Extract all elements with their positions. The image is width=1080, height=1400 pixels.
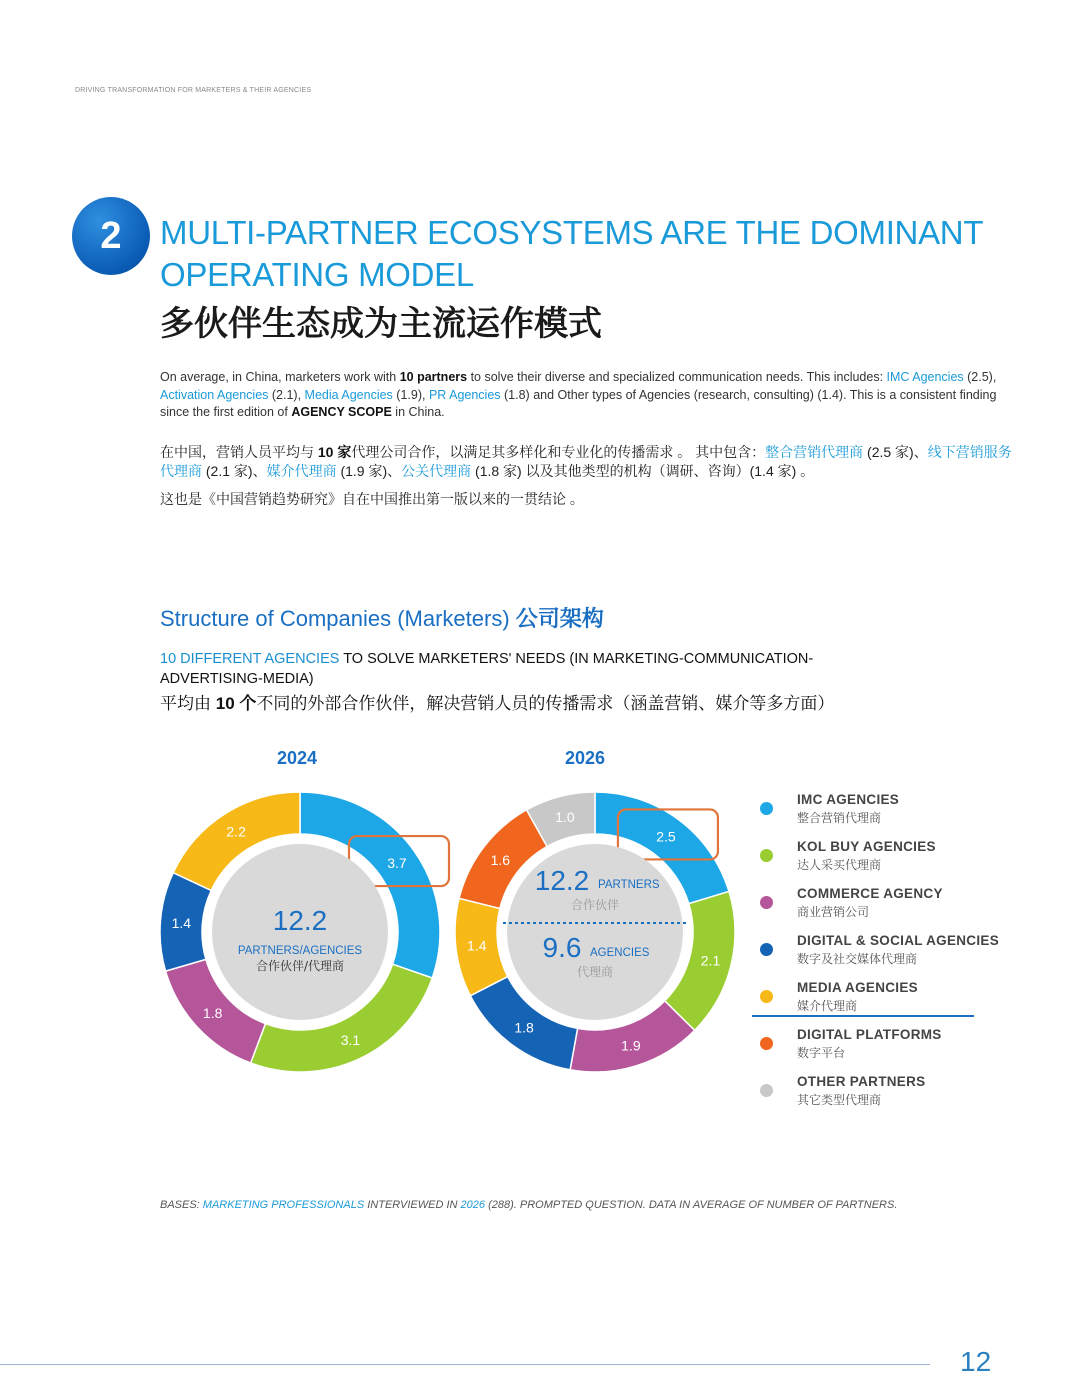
legend-label-zh: 数字平台 <box>797 1046 846 1060</box>
structure-title: Structure of Companies (Marketers) 公司架构 <box>160 606 604 631</box>
slice-value-label: 1.0 <box>555 808 575 825</box>
legend-divider <box>752 1015 974 1017</box>
legend-dot-media <box>760 990 773 1003</box>
center-label-zh: 合作伙伴 <box>570 898 620 912</box>
structure-subtitle-en: 10 DIFFERENT AGENCIES TO SOLVE MARKETERS' NEEDS (IN MARKETING-COMMUNICATION-ADVERTISING-MEDIA) <box>160 651 814 687</box>
legend-label-zh: 其它类型代理商 <box>797 1093 882 1107</box>
section-title-zh: 多伙伴生态成为主流运作模式 <box>160 305 602 343</box>
legend-dot-kol <box>760 849 773 862</box>
legend-label-en: DIGITAL PLATFORMS <box>797 1027 942 1042</box>
legend-label-zh: 数字及社交媒体代理商 <box>797 952 918 966</box>
section-title-en: MULTI-PARTNER ECOSYSTEMS ARE THE DOMINANT OPERATING MODEL <box>160 214 983 293</box>
legend-dot-digital-social <box>760 943 773 956</box>
legend-dot-other <box>760 1084 773 1097</box>
chart-legend <box>760 790 1040 1119</box>
slice-value-label: 1.4 <box>171 914 192 931</box>
donut-2026 <box>455 792 735 1072</box>
legend-item-commerce <box>760 884 1040 931</box>
center-label-2-en: AGENCIES <box>590 947 650 959</box>
legend-item-kol <box>760 837 1040 884</box>
slice-value-label: 2.5 <box>656 828 676 845</box>
center-label-en: PARTNERS <box>598 879 660 891</box>
legend-item-digital-social <box>760 931 1040 978</box>
slice-value-label: 1.8 <box>202 1004 223 1021</box>
bases-footnote: BASES: MARKETING PROFESSIONALS INTERVIEWED IN 2026 (288). PROMPTED QUESTION. DATA IN AVERAGE OF NUMBER OF PARTNERS. <box>160 1199 898 1211</box>
center-label-en: PARTNERS/AGENCIES <box>237 945 363 957</box>
legend-label-en: KOL BUY AGENCIES <box>797 839 936 854</box>
intro-zh-line2: 这也是《中国营销趋势研究》自在中国推出第一版以来的一贯结论 。 <box>160 491 584 507</box>
legend-item-imc <box>760 790 1040 837</box>
slice-value-label: 1.8 <box>514 1019 534 1036</box>
legend-dot-digital-platforms <box>760 1037 773 1050</box>
page-number: 12 <box>960 1346 992 1377</box>
legend-label-zh: 商业营销公司 <box>797 905 870 919</box>
legend-label-en: OTHER PARTNERS <box>797 1074 926 1089</box>
legend-item-media <box>760 978 1040 1025</box>
header-tag: DRIVING TRANSFORMATION FOR MARKETERS & THEIR AGENCIES <box>75 87 312 94</box>
structure-subtitle-zh: 平均由 10 个不同的外部合作伙伴，解决营销人员的传播需求（涵盖营销、媒介等多方面） <box>160 694 835 713</box>
center-value-2: 9.6 <box>542 932 582 963</box>
legend-label-zh: 整合营销代理商 <box>797 811 882 825</box>
slice-value-label: 2.2 <box>226 823 246 840</box>
legend-dot-imc <box>760 802 773 815</box>
legend-label-en: IMC AGENCIES <box>797 792 900 807</box>
slice-value-label: 1.4 <box>467 937 487 954</box>
slice-value-label: 3.1 <box>340 1031 361 1048</box>
legend-label-en: MEDIA AGENCIES <box>797 980 918 995</box>
chart-title-2024: 2024 <box>277 748 318 768</box>
legend-label-zh: 达人采买代理商 <box>797 858 882 872</box>
donut-2024 <box>160 792 449 1072</box>
center-label-2-zh: 代理商 <box>576 965 614 979</box>
section-number-badge: 2 <box>72 197 150 275</box>
slice-value-label: 2.1 <box>700 952 721 969</box>
donut-center <box>507 844 683 1020</box>
intro-paragraph-zh: 在中国，营销人员平均与 10 家代理公司合作，以满足其多样化和专业化的传播需求 。 其中包含：整合营销代理商 (2.5 家)、线下营销服务代理商 (2.1 家)、媒介代理商 (1.9 家)、公关代理商 (1.8 家) 以及其他类型的机构（调研、咨询）(1.4 家) 。 这也是《中国营销趋势研究》自在中国推出第一版以来的一贯结论 。 <box>160 443 1015 509</box>
legend-dot-commerce <box>760 896 773 909</box>
chart-title-2026: 2026 <box>565 748 606 768</box>
center-label-zh: 合作伙伴/代理商 <box>255 959 345 973</box>
slice-value-label: 3.7 <box>387 855 407 872</box>
legend-label-zh: 媒介代理商 <box>797 999 858 1013</box>
legend-item-digital-platforms <box>760 1025 1040 1072</box>
footer-divider <box>0 1364 930 1365</box>
slice-value-label: 1.9 <box>621 1037 641 1054</box>
center-value: 12.2 <box>534 865 590 896</box>
legend-label-en: COMMERCE AGENCY <box>797 886 943 901</box>
donut-charts <box>150 780 750 1090</box>
slice-value-label: 1.6 <box>490 851 511 868</box>
legend-item-other <box>760 1072 1040 1119</box>
center-value: 12.2 <box>272 905 328 936</box>
intro-paragraph-en: On average, in China, marketers work with 10 partners to solve their diverse and specialized communication needs. This includes: IMC Agencies (2.5), Activation Agencies (2.1), Media Agencies (1.9), PR Agencies (1.8) and Other types of Agencies (research, consulting) (1.4). This is a consistent finding since the first edition of AGENCY SCOPE in China. <box>160 370 997 419</box>
legend-label-en: DIGITAL & SOCIAL AGENCIES <box>797 933 1000 948</box>
